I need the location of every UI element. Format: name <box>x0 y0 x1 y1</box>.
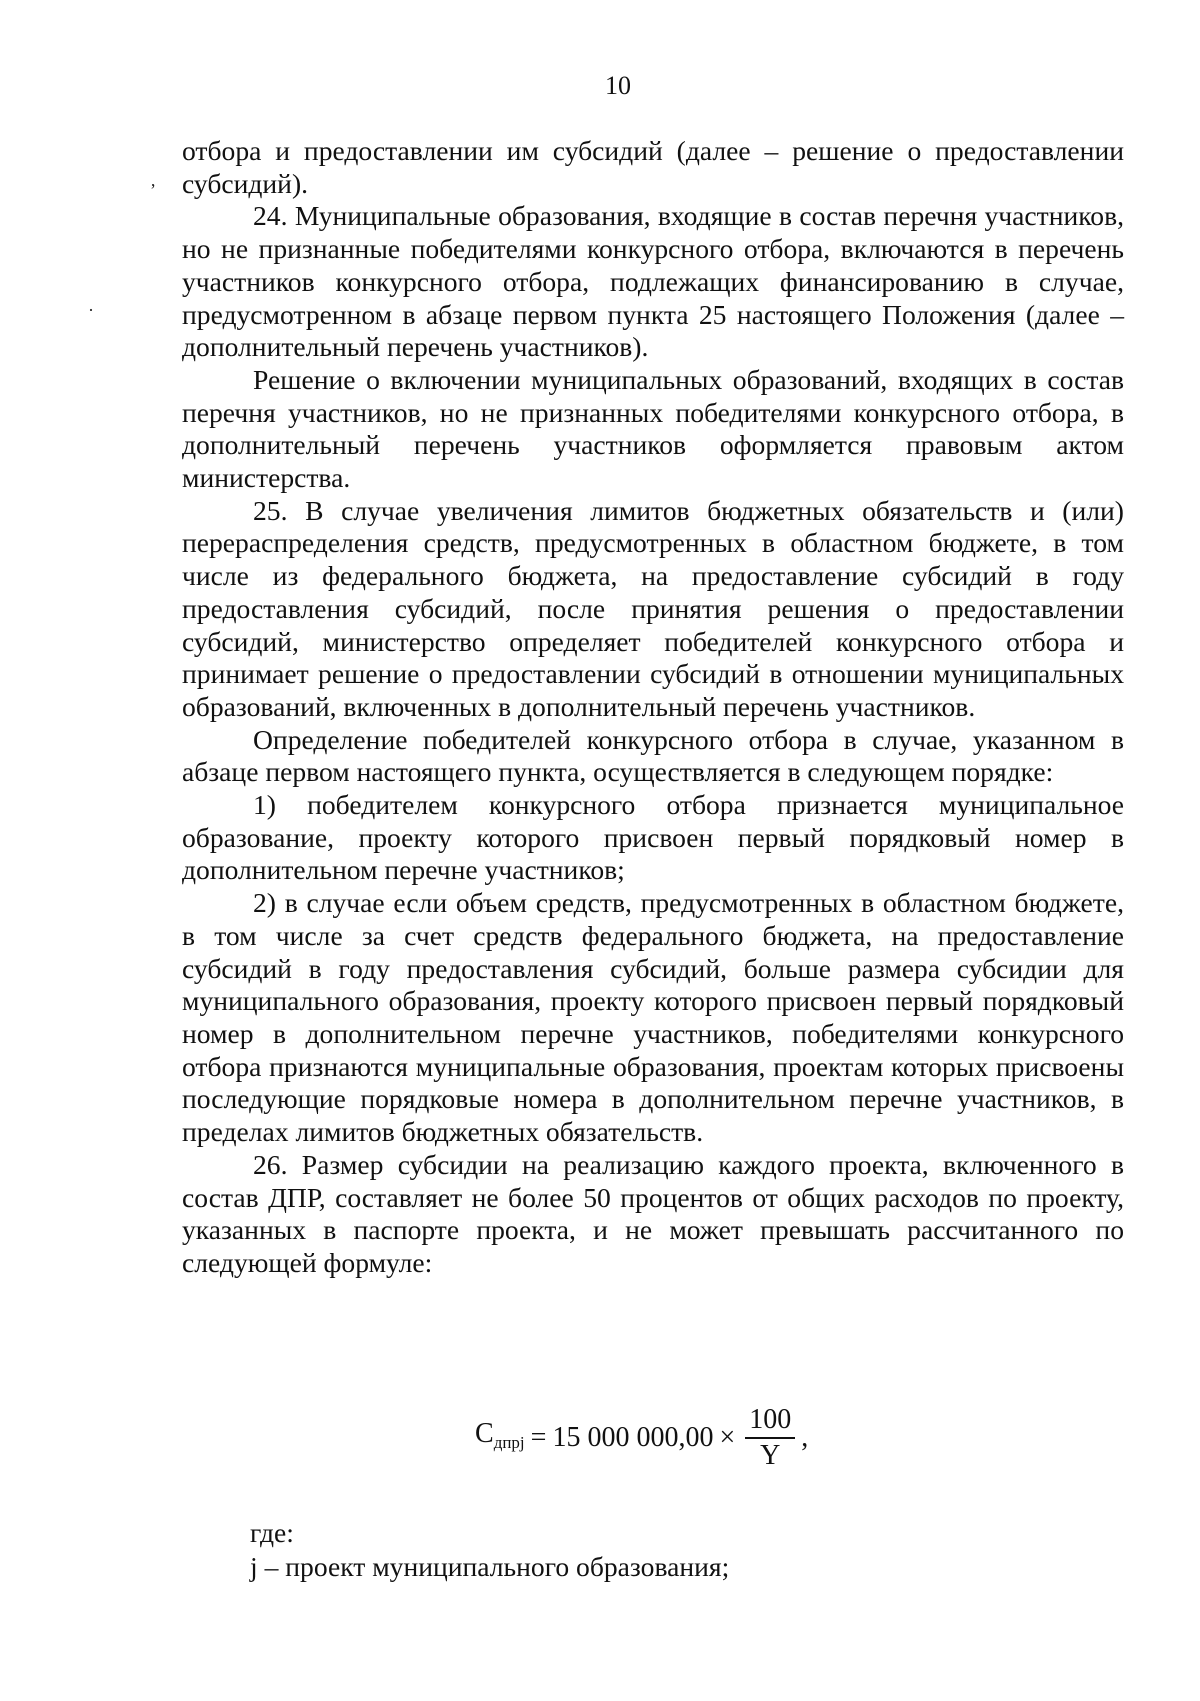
formula-denominator: Y <box>760 1440 781 1471</box>
list-item: 1) победителем конкурсного отбора признается муниципальное образование, проекту которого присвоен первый порядковый номер в дополнительном перечне участников; <box>182 789 1124 886</box>
formula-numerator: 100 <box>745 1403 795 1439</box>
list-item: 2) в случае если объем средств, предусмотренных в областном бюджете, в том числе за счет средств федерального бюджета, на предоставление субсидий в году предоставления субсидий, больше размера субсидии для муниципального образования, проекту которого присвоен первый порядковый номер в дополнительном перечне участников, победителями конкурсного отбора признаются муниципальные образования, проектам которых присвоены последующие порядковые номера в дополнительном перечне участников, в пределах лимитов бюджетных обязательств. <box>182 887 1124 1148</box>
paragraph: отбора и предоставлении им субсидий (далее – решение о предоставлении субсидий). <box>182 135 1124 199</box>
formula-legend <box>250 1516 729 1584</box>
formula-lhs <box>475 1418 525 1459</box>
paragraph-clause-26: 26. Размер субсидии на реализацию каждого проекта, включенного в состав ДПР, составляет не более 50 процентов от общих расходов по проекту, указанных в паспорте проекта, и не может превышать рассчитанного по следующей формуле: <box>182 1148 1124 1278</box>
scan-dot-mark: · <box>88 300 94 320</box>
subsidy-formula <box>475 1398 808 1478</box>
where-label: где: <box>250 1517 294 1548</box>
formula-fraction <box>745 1403 795 1473</box>
formula-amount: 15 000 000,00 <box>552 1422 714 1453</box>
formula-subscript: дпрj <box>493 1432 525 1452</box>
page-number <box>68 70 1200 102</box>
legend-definition: j – проект муниципального образования; <box>250 1551 730 1582</box>
scan-speck-mark: ʼ <box>150 180 156 200</box>
formula-times: × <box>719 1422 736 1453</box>
paragraph: Определение победителей конкурсного отбора в случае, указанном в абзаце первом настоящего пункта, осуществляется в следующем порядке: <box>182 723 1124 788</box>
page-number-text: 10 <box>605 71 631 100</box>
formula-trailing-comma: , <box>801 1422 809 1453</box>
paragraph-clause-24: 24. Муниципальные образования, входящие в состав перечня участников, но не признанные победителями конкурсного отбора, включаются в перечень участников конкурсного отбора, подлежащих финансированию в случае, предусмотренном в абзаце первом пункта 25 настоящего Положения (далее – дополнительный перечень участников). <box>182 200 1124 363</box>
body-text <box>182 135 1124 1280</box>
paragraph: Решение о включении муниципальных образований, входящих в состав перечня участников, но не признанных победителями конкурсного отбора, в дополнительный перечень участников оформляется правовым актом министерства. <box>182 363 1124 494</box>
paragraph-clause-25: 25. В случае увеличения лимитов бюджетных обязательств и (или) перераспределения средств, предусмотренных в областном бюджете, в том числе из федерального бюджета, на предоставление субсидий в году предоставления субсидий, после принятия решения о предоставлении субсидий, министерство определяет победителей конкурсного отбора и принимает решение о предоставлении субсидий в отношении муниципальных образований, включенных в дополнительный перечень участников. <box>182 494 1124 722</box>
formula-equals: = <box>530 1422 547 1453</box>
formula-symbol: С <box>475 1417 494 1449</box>
